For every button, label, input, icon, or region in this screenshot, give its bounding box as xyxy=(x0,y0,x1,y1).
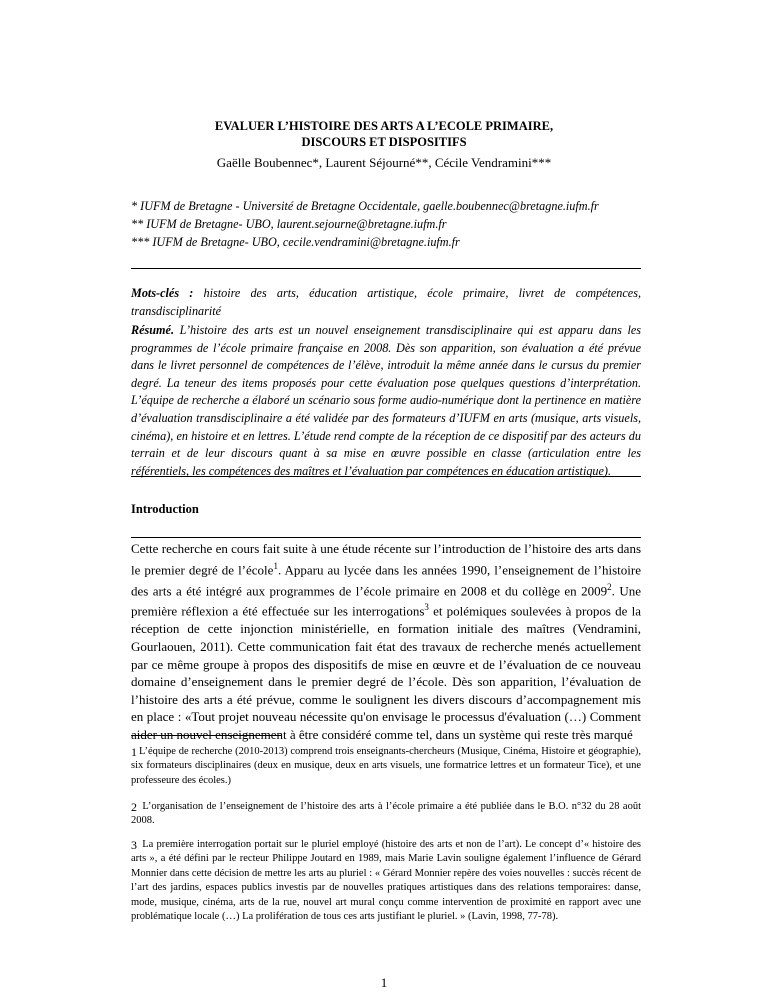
footnote-3 xyxy=(131,838,641,924)
affiliation-1: * IUFM de Bretagne - Université de Bretagne Occidentale, gaelle.boubennec@bretagne.iufm.fr xyxy=(131,199,599,213)
footnote-1-number: 1 xyxy=(131,745,137,759)
authors: Gaëlle Boubennec*, Laurent Séjourné**, Cécile Vendramini*** xyxy=(216,155,552,170)
title-line-2: DISCOURS ET DISPOSITIFS xyxy=(301,135,467,149)
introduction-paragraph xyxy=(131,540,641,744)
divider-top xyxy=(131,268,641,269)
footnote-1-text: L’équipe de recherche (2010-2013) comprend trois enseignants-chercheurs (Musique, Cinéma, Histoire et géographie), six formateurs disciplinaires (deux en musique, deux en arts visuels, une formatrice lettres et un formateur Tice), et une professeure des écoles.) xyxy=(131,746,641,786)
affiliation-3: *** IUFM de Bretagne- UBO, cecile.vendramini@bretagne.iufm.fr xyxy=(131,235,460,249)
keywords-label: Mots-clés : xyxy=(131,286,194,300)
intro-text-2: . Apparu au lycée dans les années 1990, l’enseignement de l’histoire des arts a été intégré aux programmes de l’école primaire en 2008 et du collège en 2009 xyxy=(131,561,641,598)
paper-title xyxy=(0,118,768,150)
abstract xyxy=(131,322,641,480)
divider-intro xyxy=(131,537,641,538)
abstract-label: Résumé. xyxy=(131,323,174,337)
footnote-rule xyxy=(131,735,281,736)
affiliations xyxy=(131,197,599,251)
abstract-text: L’histoire des arts est un nouvel enseignement transdisciplinaire qui est apparu dans les programmes de l’école primaire française en 2008. Dès son apparition, son évaluation a été prévue dans le livret personnel de compétences de l’élève, introduit la même année dans le cursus du premier degré. La teneur des items proposés pour cette évaluation pose quelques questions d’interprétation. L’équipe de recherche a élaboré un scénario sous forme audio-numérique dont la pertinence en matière d’évaluation transdisciplinaire a été validée par des formateurs d’IUFM en arts (musique, arts visuels, cinéma), en histoire et en lettres. L’étude rend compte de la réception de ce dispositif par des acteurs du terrain et de leur discours quant à sa mise en œuvre possible en classe (articulation entre les référentiels, les compétences des maîtres et l’évaluation par compétences en éducation artistique). xyxy=(131,323,641,478)
footnote-3-text: La première interrogation portait sur le pluriel employé (histoire des arts et non de l’art). Le concept d’« histoire des arts », a été défini par le recteur Philippe Joutard en 1989, mais Marie Lavin souligne également l’influence de Gérard Monnier dans cette décision de mettre les arts au pluriel : « Gérard Monnier repère des voies nouvelles : succès récent de l’art des jardins, espaces publics investis par de nouvelles pratiques artistiques dans des relations temporaires: danse, mode, musique, cinéma, arts de la rue, nouvel art mural conçu comme intervention de proximité en rapport avec une problématique locale (…) La prolifération de tous ces arts justifiant le pluriel. » (Lavin, 1998, 77-78). xyxy=(131,839,641,923)
intro-text-3: . Une première réflexion a été effectuée sur les interrogations xyxy=(131,582,641,619)
divider-middle xyxy=(131,476,641,477)
footnote-ref-3[interactable]: 3 xyxy=(424,602,429,613)
footnote-2-text: L’organisation de l’enseignement de l’histoire des arts à l’école primaire a été publiée dans le B.O. n°32 du 28 août 2008. xyxy=(131,801,641,827)
footnote-3-number: 3 xyxy=(131,838,137,852)
affiliation-2: ** IUFM de Bretagne- UBO, laurent.sejourne@bretagne.iufm.fr xyxy=(131,217,447,231)
footnote-1 xyxy=(131,745,641,788)
page-number: 1 xyxy=(380,975,388,990)
section-heading-introduction: Introduction xyxy=(131,502,199,516)
footnote-2-number: 2 xyxy=(131,800,137,814)
intro-text-1: Cette recherche en cours fait suite à une étude récente sur l’introduction de l’histoire des arts dans le premier degré de l’école xyxy=(131,541,641,577)
keywords xyxy=(131,285,641,320)
footnote-2 xyxy=(131,800,641,829)
intro-text-4: et polémiques soulevées à propos de la réception de cette injonction ministérielle, en formation initiale des maîtres (Vendramini, Gourlaouen, 2011). Cette communication fait état des travaux de recherche menés actuellement par ce même groupe à propos des dispositifs de mise en œuvre et de l’évaluation de ce nouveau domaine d’enseignement dans le premier degré de l’école. Dès son apparition, l’évaluation de l’histoire des arts a été prévue, comme le soulignent les divers discours d’accompagnement mis en place : «Tout projet nouveau nécessite qu'on envisage le processus d'évaluation (…) Comment aider un nouvel enseignement à être considéré comme tel, dans un système qui reste très marqué xyxy=(131,603,641,742)
title-line-1: EVALUER L’HISTOIRE DES ARTS A L’ECOLE PRIMAIRE, xyxy=(214,119,554,133)
footnote-ref-1[interactable]: 1 xyxy=(273,560,278,571)
keywords-text: histoire des arts, éducation artistique, école primaire, livret de compétences, transdisciplinarité xyxy=(131,286,641,318)
footnote-ref-2[interactable]: 2 xyxy=(607,581,612,592)
